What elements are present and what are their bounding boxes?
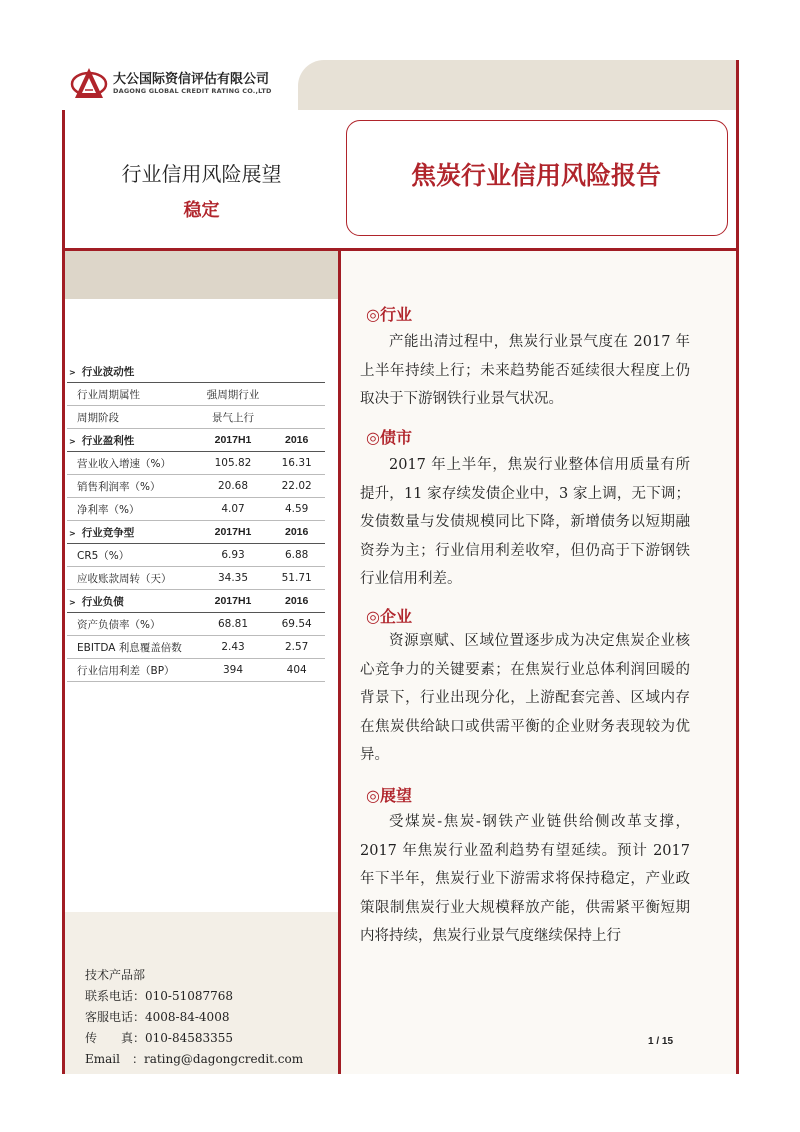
section-title: 行业盈利性 <box>81 434 135 447</box>
company-logo <box>70 66 300 106</box>
row-value-2: 404 <box>268 659 325 682</box>
row-value-2: 6.88 <box>268 544 325 567</box>
section-title: 行业负债 <box>81 595 124 608</box>
row-value-1: 强周期行业 <box>198 383 269 406</box>
row-label: CR5（%） <box>67 544 198 567</box>
row-value-1: 105.82 <box>198 452 269 475</box>
outlook-value: 稳定 <box>183 200 220 221</box>
section-col2: 2017H1 <box>198 429 269 452</box>
section-col3 <box>268 360 325 383</box>
outlook-title: 行业信用风险展望 <box>121 162 282 186</box>
row-value-1: 20.68 <box>198 475 269 498</box>
row-value-2: 4.59 <box>268 498 325 521</box>
header-tab <box>298 60 736 110</box>
contact-dept: 技术产品部 <box>85 968 146 982</box>
left-band <box>65 251 338 299</box>
section-title: 行业竞争型 <box>81 526 135 539</box>
table-row <box>67 613 325 636</box>
row-label: 周期阶段 <box>67 406 198 429</box>
section-heading-industry: ◎行业 <box>366 305 412 324</box>
row-label: 营业收入增速（%） <box>67 452 198 475</box>
table-row <box>67 636 325 659</box>
company-name-cn: 大公国际资信评估有限公司 <box>113 72 270 87</box>
section-col2 <box>198 360 269 383</box>
table-section-row <box>67 360 325 383</box>
arrow-right-icon: > <box>69 367 76 377</box>
company-name-en: DAGONG GLOBAL CREDIT RATING CO.,LTD <box>113 87 272 95</box>
table-row <box>67 383 325 406</box>
section-title: 行业波动性 <box>81 365 135 378</box>
table-section-row <box>67 521 325 544</box>
section-heading-outlook: ◎展望 <box>366 786 412 805</box>
row-label: 行业信用利差（BP） <box>67 659 198 682</box>
contact-email[interactable]: Email ：rating@dagongcredit.com <box>85 1052 304 1066</box>
section-col3: 2016 <box>268 521 325 544</box>
section-text-enterprise: 资源禀赋、区域位置逐步成为决定焦炭企业核心竞争力的关键要素；在焦炭行业总体利润回暖的背景下，行业出现分化，上游配套完善、区域内存在焦炭供给缺口或供需平衡的企业财务表现较为优异。 <box>360 633 690 763</box>
table-section-row <box>67 590 325 613</box>
row-value-1: 394 <box>198 659 269 682</box>
section-col3: 2016 <box>268 429 325 452</box>
section-col2: 2017H1 <box>198 590 269 613</box>
row-value-2 <box>268 406 325 429</box>
frame-middle-line <box>338 250 341 1074</box>
page-number: 1 / 15 <box>648 1036 674 1047</box>
row-value-1: 景气上行 <box>198 406 269 429</box>
contact-service: 客服电话：4008-84-4008 <box>85 1010 230 1024</box>
contact-info <box>85 965 303 1070</box>
table-row <box>67 406 325 429</box>
indicator-table <box>67 360 325 682</box>
section-text-outlook: 受煤炭-焦炭-钢铁产业链供给侧改革支撑，2017 年焦炭行业盈利趋势有望延续。预计 2017 年下半年，焦炭行业下游需求将保持稳定，产业政策限制焦炭行业大规模释放产能，供需紧平衡短期内将持续，焦炭行业景气度继续保持上行 <box>360 814 690 944</box>
row-value-2: 16.31 <box>268 452 325 475</box>
table-row <box>67 452 325 475</box>
row-value-2: 69.54 <box>268 613 325 636</box>
row-value-2: 22.02 <box>268 475 325 498</box>
row-label: 行业周期属性 <box>67 383 198 406</box>
section-text-industry: 产能出清过程中，焦炭行业景气度在 2017 年上半年持续上行；未来趋势能否延续很大程度上仍取决于下游钢铁行业景气状况。 <box>360 334 690 407</box>
table-row <box>67 498 325 521</box>
table-row <box>67 475 325 498</box>
contact-phone: 联系电话：010-51087768 <box>85 989 234 1003</box>
row-value-1: 6.93 <box>198 544 269 567</box>
section-col3: 2016 <box>268 590 325 613</box>
section-text-bond: 2017 年上半年，焦炭行业整体信用质量有所提升，11 家存续发债企业中，3 家上调，无下调；发债数量与发债规模同比下降，新增债务以短期融资券为主；行业信用利差收窄，但仍高于下游钢铁行业信用利差。 <box>360 457 690 587</box>
table-section-row <box>67 429 325 452</box>
row-value-1: 68.81 <box>198 613 269 636</box>
row-label: 应收账款周转（天） <box>67 567 198 590</box>
table-row <box>67 659 325 682</box>
row-value-2 <box>268 383 325 406</box>
section-col2: 2017H1 <box>198 521 269 544</box>
row-value-1: 4.07 <box>198 498 269 521</box>
row-label: EBITDA 利息覆盖倍数 <box>67 636 198 659</box>
contact-fax: 传 真：010-84583355 <box>85 1031 234 1045</box>
section-heading-enterprise: ◎企业 <box>366 607 412 626</box>
row-label: 资产负债率（%） <box>67 613 198 636</box>
table-row <box>67 544 325 567</box>
row-value-1: 2.43 <box>198 636 269 659</box>
row-label: 净利率（%） <box>67 498 198 521</box>
table-row <box>67 567 325 590</box>
row-value-1: 34.35 <box>198 567 269 590</box>
frame-right-line <box>736 60 739 1074</box>
dagong-logo-icon <box>70 66 108 102</box>
row-value-2: 51.71 <box>268 567 325 590</box>
report-title: 焦炭行业信用风险报告 <box>410 161 661 190</box>
section-heading-bond: ◎债市 <box>366 428 412 447</box>
arrow-right-icon: > <box>69 597 76 607</box>
arrow-right-icon: > <box>69 436 76 446</box>
row-value-2: 2.57 <box>268 636 325 659</box>
row-label: 销售利润率（%） <box>67 475 198 498</box>
arrow-right-icon: > <box>69 528 76 538</box>
